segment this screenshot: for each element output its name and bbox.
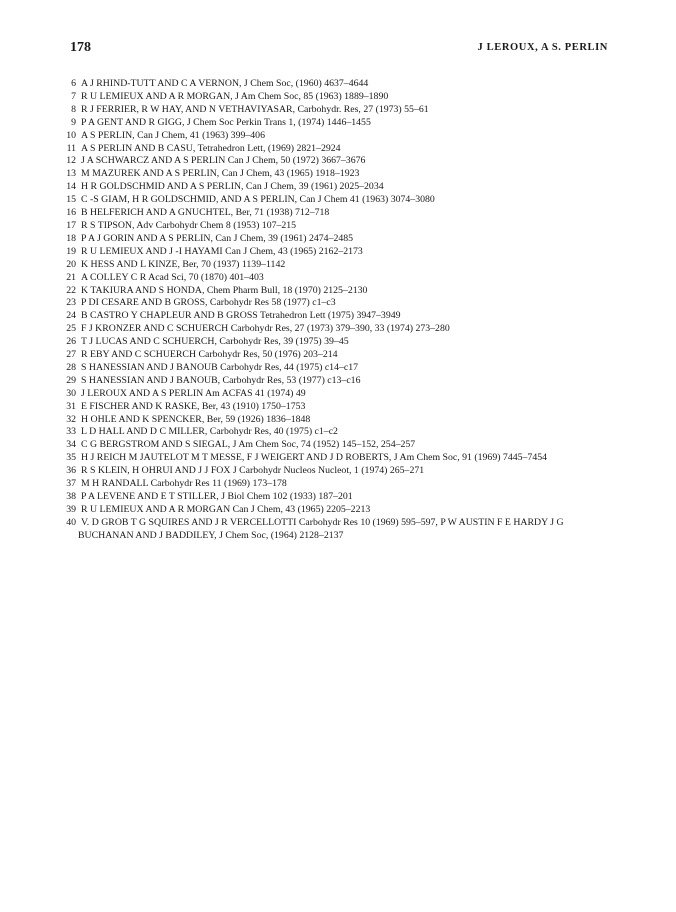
reference-text: C G BERGSTROM AND S SIEGAL, J Am Chem Soc, 74 (1952) 145–152, 254–257 bbox=[81, 439, 416, 451]
reference-item bbox=[64, 233, 609, 246]
reference-text: K TAKIURA AND S HONDA, Chem Pharm Bull, 18 (1970) 2125–2130 bbox=[81, 284, 368, 296]
reference-number: 21 bbox=[66, 271, 76, 283]
reference-text: P A J GORIN AND A S PERLIN, Can J Chem, 39 (1961) 2474–2485 bbox=[81, 232, 354, 244]
reference-number: 23 bbox=[66, 297, 76, 309]
reference-text: P DI CESARE AND B GROSS, Carbohydr Res 58 (1977) c1–c3 bbox=[81, 297, 336, 309]
reference-item bbox=[64, 155, 609, 168]
reference-item bbox=[64, 568, 609, 581]
reference-item bbox=[64, 426, 609, 439]
reference-text: V. D GROB T G SQUIRES AND J R VERCELLOTTI Carbohydr Res 10 (1969) 595–597, P W AUSTIN F E HARDY J G BUCHANAN AND J BADDILEY, J Chem Soc, (1964) 2128–2137 bbox=[78, 516, 564, 541]
reference-text: S HANESSIAN AND J BANOUB, Carbohydr Res, 53 (1977) c13–c16 bbox=[81, 374, 361, 386]
reference-number: 19 bbox=[66, 245, 76, 257]
reference-number: 28 bbox=[66, 361, 76, 373]
reference-item bbox=[64, 310, 609, 323]
reference-number: 14 bbox=[66, 181, 76, 193]
reference-number: 9 bbox=[71, 116, 76, 128]
reference-number: 32 bbox=[66, 413, 76, 425]
reference-text: B HELFERICH AND A GNUCHTEL, Ber, 71 (1938) 712–718 bbox=[81, 207, 330, 219]
reference-number: 20 bbox=[66, 258, 76, 270]
reference-item bbox=[64, 401, 609, 414]
reference-item bbox=[64, 478, 609, 491]
reference-text: E FISCHER AND K RASKE, Ber, 43 (1910) 1750–1753 bbox=[81, 400, 306, 412]
reference-number: 6 bbox=[71, 78, 76, 89]
reference-item bbox=[64, 439, 609, 452]
reference-item bbox=[64, 297, 609, 310]
reference-text: T J LUCAS AND C SCHUERCH, Carbohydr Res, 39 (1975) 39–45 bbox=[81, 336, 349, 348]
reference-text: R U LEMIEUX AND A R MORGAN Can J Chem, 43 (1965) 2205–2213 bbox=[81, 503, 371, 515]
reference-text: M MAZUREK AND A S PERLIN, Can J Chem, 43 (1965) 1918–1923 bbox=[81, 168, 360, 180]
reference-number: 13 bbox=[66, 168, 76, 180]
reference-text: C -S GIAM, H R GOLDSCHMID, AND A S PERLIN, Can J Chem 41 (1963) 3074–3080 bbox=[81, 194, 435, 206]
reference-item bbox=[64, 581, 609, 594]
reference-number: 34 bbox=[66, 439, 76, 451]
reference-text: P A GENT AND R GIGG, J Chem Soc Perkin Trans 1, (1974) 1446–1455 bbox=[81, 116, 371, 128]
reference-text: A COLLEY C R Acad Sci, 70 (1870) 401–403 bbox=[81, 271, 264, 283]
reference-number: 11 bbox=[66, 142, 76, 154]
reference-number: 29 bbox=[66, 374, 76, 386]
reference-text: A S PERLIN AND B CASU, Tetrahedron Lett, (1969) 2821–2924 bbox=[81, 142, 341, 154]
reference-text bbox=[78, 568, 81, 579]
reference-item bbox=[64, 556, 609, 569]
reference-item bbox=[64, 336, 609, 349]
page-number: 178 bbox=[70, 40, 91, 55]
reference-number: 8 bbox=[71, 103, 76, 115]
reference-list bbox=[64, 78, 609, 607]
reference-number: 7 bbox=[71, 90, 76, 102]
reference-number: 38 bbox=[66, 491, 76, 502]
reference-item bbox=[64, 543, 609, 556]
reference-text: R J FERRIER, R W HAY, AND N VETHAVIYASAR, Carbohydr. Res, 27 (1973) 55–61 bbox=[81, 103, 429, 115]
reference-item bbox=[64, 220, 609, 233]
reference-item bbox=[64, 104, 609, 117]
reference-text: S HANESSIAN AND J BANOUB Carbohydr Res, 44 (1975) c14–c17 bbox=[81, 361, 359, 373]
reference-item bbox=[64, 246, 609, 259]
reference-number: 30 bbox=[66, 387, 76, 399]
reference-text: J LEROUX AND A S PERLIN Am ACFAS 41 (1974) 49 bbox=[81, 387, 306, 399]
reference-text: R U LEMIEUX AND J -I HAYAMI Can J Chem, 43 (1965) 2162–2173 bbox=[81, 245, 363, 257]
reference-text bbox=[78, 543, 81, 554]
reference-number: 24 bbox=[66, 310, 76, 322]
reference-number: 12 bbox=[66, 155, 76, 167]
reference-number: 35 bbox=[66, 452, 76, 464]
reference-item bbox=[64, 323, 609, 336]
reference-text: A J RHIND-TUTT AND C A VERNON, J Chem Soc, (1960) 4637–4644 bbox=[81, 78, 369, 89]
reference-text: M H RANDALL Carbohydr Res 11 (1969) 173–178 bbox=[81, 478, 287, 490]
reference-number: 25 bbox=[66, 323, 76, 335]
reference-item bbox=[64, 78, 609, 91]
reference-item bbox=[64, 594, 609, 607]
reference-number: 15 bbox=[66, 194, 76, 206]
reference-item bbox=[64, 465, 609, 478]
reference-number: 16 bbox=[66, 207, 76, 219]
reference-text: R S TIPSON, Adv Carbohydr Chem 8 (1953) 107–215 bbox=[81, 219, 297, 231]
reference-text: L D HALL AND D C MILLER, Carbohydr Res, 40 (1975) c1–c2 bbox=[81, 426, 338, 438]
reference-item bbox=[64, 91, 609, 104]
reference-text bbox=[78, 581, 81, 592]
reference-item bbox=[64, 414, 609, 427]
reference-number: 26 bbox=[66, 336, 76, 348]
reference-number: 22 bbox=[66, 284, 76, 296]
reference-item bbox=[64, 207, 609, 220]
reference-number: 18 bbox=[66, 232, 76, 244]
reference-item bbox=[64, 504, 609, 517]
reference-number: 36 bbox=[66, 465, 76, 477]
reference-text bbox=[78, 556, 81, 567]
reference-item bbox=[64, 194, 609, 207]
reference-item bbox=[64, 143, 609, 156]
reference-text: B CASTRO Y CHAPLEUR AND B GROSS Tetrahedron Lett (1975) 3947–3949 bbox=[81, 310, 401, 322]
reference-item bbox=[64, 388, 609, 401]
reference-number: 31 bbox=[66, 400, 76, 412]
reference-item bbox=[64, 375, 609, 388]
reference-text: K HESS AND L KINZE, Ber, 70 (1937) 1139–1142 bbox=[81, 258, 286, 270]
running-head: J LEROUX, A S. PERLIN bbox=[477, 42, 608, 53]
reference-item bbox=[64, 168, 609, 181]
reference-text: H OHLE AND K SPENCKER, Ber, 59 (1926) 1836–1848 bbox=[81, 413, 311, 425]
reference-text: F J KRONZER AND C SCHUERCH Carbohydr Res, 27 (1973) 379–390, 33 (1974) 273–280 bbox=[81, 323, 450, 335]
page-header bbox=[70, 40, 608, 60]
reference-item bbox=[64, 130, 609, 143]
reference-item bbox=[64, 259, 609, 272]
reference-item bbox=[64, 517, 609, 543]
reference-number: 39 bbox=[66, 503, 76, 515]
reference-item bbox=[64, 181, 609, 194]
reference-item bbox=[64, 362, 609, 375]
reference-text: R U LEMIEUX AND A R MORGAN, J Am Chem Soc, 85 (1963) 1889–1890 bbox=[81, 90, 389, 102]
reference-text bbox=[78, 594, 81, 605]
reference-item bbox=[64, 272, 609, 285]
reference-text: A S PERLIN, Can J Chem, 41 (1963) 399–406 bbox=[81, 129, 265, 141]
reference-item bbox=[64, 452, 609, 465]
reference-item bbox=[64, 285, 609, 298]
reference-number: 10 bbox=[66, 129, 76, 141]
reference-number: 33 bbox=[66, 426, 76, 438]
reference-text: P A LEVENE AND E T STILLER, J Biol Chem 102 (1933) 187–201 bbox=[81, 491, 353, 502]
reference-item bbox=[64, 117, 609, 130]
reference-number: 37 bbox=[66, 478, 76, 490]
reference-text: H J REICH M JAUTELOT M T MESSE, F J WEIGERT AND J D ROBERTS, J Am Chem Soc, 91 (1969) 7445–7454 bbox=[81, 452, 548, 464]
reference-text: H R GOLDSCHMID AND A S PERLIN, Can J Chem, 39 (1961) 2025–2034 bbox=[81, 181, 384, 193]
reference-text: R EBY AND C SCHUERCH Carbohydr Res, 50 (1976) 203–214 bbox=[81, 349, 338, 361]
reference-item bbox=[64, 349, 609, 362]
reference-number: 40 bbox=[66, 516, 76, 528]
reference-text: J A SCHWARCZ AND A S PERLIN Can J Chem, 50 (1972) 3667–3676 bbox=[81, 155, 366, 167]
reference-text: R S KLEIN, H OHRUI AND J J FOX J Carbohydr Nucleos Nucleot, 1 (1974) 265–271 bbox=[81, 465, 425, 477]
reference-number: 27 bbox=[66, 349, 76, 361]
reference-item bbox=[64, 491, 609, 504]
reference-number: 17 bbox=[66, 219, 76, 231]
